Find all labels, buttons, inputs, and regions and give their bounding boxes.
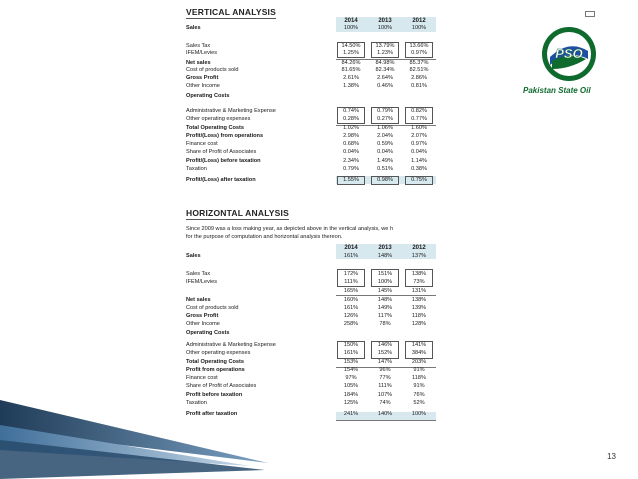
vertical-row: [186, 43, 446, 50]
horizontal-cell: 258%: [343, 321, 359, 327]
horizontal-cell: 96%: [379, 367, 391, 373]
horizontal-cell: 141%: [411, 342, 427, 348]
vertical-cell: 0.28%: [343, 116, 359, 122]
vertical-row: [186, 141, 446, 148]
horizontal-cell: 148%: [377, 297, 393, 303]
vertical-row-label: Administrative & Marketing Expense: [186, 108, 276, 114]
vertical-year-2013: 2013: [378, 18, 392, 24]
horizontal-cell: 161%: [343, 253, 359, 259]
horizontal-cell: 148%: [377, 253, 393, 259]
horizontal-cell: 107%: [377, 392, 393, 398]
vertical-row-label: Sales: [186, 25, 201, 31]
vertical-analysis-title: VERTICAL ANALYSIS: [186, 7, 276, 17]
horizontal-cell: 241%: [343, 411, 359, 417]
vertical-cell: 84.26%: [341, 60, 361, 66]
vertical-cell: 2.98%: [343, 133, 359, 139]
vertical-cell: 0.74%: [343, 108, 359, 114]
vertical-cell: 1.02%: [343, 125, 359, 131]
vertical-row: [186, 75, 446, 82]
horizontal-cell: 126%: [343, 313, 359, 319]
horizontal-row: [186, 297, 446, 304]
vertical-cell: 0.04%: [343, 149, 359, 155]
vertical-cell: 1.60%: [411, 125, 427, 131]
horizontal-row: [186, 253, 446, 260]
vertical-cell: 84.98%: [375, 60, 395, 66]
vertical-row-label: Gross Profit: [186, 75, 219, 81]
horizontal-intro-line-2: for the purpose of computation and horizontal analysis thereon.: [186, 234, 343, 240]
vertical-cell: 100%: [343, 25, 359, 31]
horizontal-cell: 131%: [411, 288, 427, 294]
vertical-row: [186, 50, 446, 57]
horizontal-cell: 161%: [343, 350, 359, 356]
horizontal-row: [186, 313, 446, 320]
vertical-cell: 0.98%: [377, 177, 393, 183]
vertical-row: [186, 116, 446, 123]
horizontal-row: [186, 350, 446, 357]
vertical-cell: 0.27%: [377, 116, 393, 122]
vertical-row-label: Total Operating Costs: [186, 125, 245, 131]
vertical-row: [186, 125, 446, 132]
horizontal-row-label: Other operating expenses: [186, 350, 251, 356]
horizontal-cell: 118%: [412, 375, 426, 381]
horizontal-cell: 139%: [411, 305, 427, 311]
pso-logo: [540, 25, 598, 83]
horizontal-cell: 117%: [378, 313, 392, 319]
horizontal-cell: 140%: [377, 411, 393, 417]
vertical-cell: 100%: [377, 25, 393, 31]
horizontal-cell: 105%: [343, 383, 359, 389]
horizontal-cell: 154%: [343, 367, 359, 373]
horizontal-cell: 153%: [343, 359, 359, 365]
vertical-row: [186, 60, 446, 67]
horizontal-row-label: Share of Profit of Associates: [186, 383, 257, 389]
horizontal-cell: 100%: [411, 411, 427, 417]
horizontal-analysis-title: HORIZONTAL ANALYSIS: [186, 208, 289, 218]
horizontal-cell: 125%: [343, 400, 359, 406]
vertical-cell: 0.77%: [411, 116, 427, 122]
vertical-cell: 82.51%: [409, 67, 429, 73]
horizontal-cell: 138%: [411, 271, 427, 277]
horizontal-cell: 100%: [377, 279, 393, 285]
horizontal-row-label: Sales Tax: [186, 271, 211, 277]
vertical-row: [186, 25, 446, 32]
vertical-row: [186, 149, 446, 156]
vertical-row-label: Profit/(Loss) after taxation: [186, 177, 256, 183]
horizontal-cell: 384%: [411, 350, 427, 356]
vertical-cell: 2.61%: [343, 75, 359, 81]
vertical-cell: 0.75%: [411, 177, 427, 183]
horizontal-row-label: Operating Costs: [186, 330, 230, 336]
horizontal-row: [186, 359, 446, 366]
vertical-cell: 0.82%: [411, 108, 427, 114]
vertical-row: [186, 67, 446, 74]
horizontal-year-2014: 2014: [344, 245, 358, 251]
horizontal-row-label: Administrative & Marketing Expense: [186, 342, 276, 348]
horizontal-cell: 146%: [377, 342, 393, 348]
horizontal-divider: [336, 295, 436, 296]
slide-bullet-icon: [585, 11, 595, 17]
vertical-cell: 2.34%: [343, 158, 359, 164]
vertical-cell: 1.23%: [377, 50, 393, 56]
horizontal-cell: 76%: [413, 392, 425, 398]
vertical-row: [186, 83, 446, 90]
horizontal-row: [186, 288, 446, 295]
horizontal-row: [186, 411, 446, 418]
vertical-row: [186, 177, 446, 184]
vertical-year-2012: 2012: [412, 18, 426, 24]
horizontal-cell: 77%: [379, 375, 391, 381]
horizontal-row-label: Profit from operations: [186, 367, 245, 373]
logo-caption: Pakistan State Oil: [523, 86, 591, 95]
horizontal-divider: [336, 420, 436, 421]
horizontal-row: [186, 367, 446, 374]
vertical-cell: 0.04%: [377, 149, 393, 155]
vertical-row-label: Taxation: [186, 166, 207, 172]
vertical-cell: 0.79%: [377, 108, 393, 114]
horizontal-cell: 118%: [412, 313, 426, 319]
vertical-cell: 2.07%: [411, 133, 427, 139]
vertical-cell: 1.55%: [343, 177, 359, 183]
horizontal-row-label: IFEM/Levies: [186, 279, 218, 285]
horizontal-cell: 145%: [377, 288, 393, 294]
vertical-cell: 2.04%: [377, 133, 393, 139]
vertical-row: [186, 166, 446, 173]
vertical-year-2014: 2014: [344, 18, 358, 24]
vertical-row-label: Sales Tax: [186, 43, 211, 49]
horizontal-row-label: Profit before taxation: [186, 392, 243, 398]
vertical-cell: 0.97%: [411, 50, 427, 56]
vertical-cell: 0.38%: [411, 166, 427, 172]
vertical-cell: 100%: [411, 25, 427, 31]
vertical-cell: 2.86%: [411, 75, 427, 81]
horizontal-cell: 52%: [413, 400, 425, 406]
horizontal-row: [186, 279, 446, 286]
vertical-cell: 0.46%: [377, 83, 393, 89]
horizontal-cell: 91%: [413, 383, 425, 389]
vertical-row-label: Operating Costs: [186, 93, 230, 99]
vertical-cell: 81.65%: [341, 67, 361, 73]
horizontal-cell: 150%: [343, 342, 359, 348]
vertical-row-label: Finance cost: [186, 141, 218, 147]
horizontal-cell: 151%: [377, 271, 393, 277]
vertical-row: [186, 108, 446, 115]
vertical-cell: 1.25%: [343, 50, 359, 56]
horizontal-row: [186, 383, 446, 390]
horizontal-cell: 160%: [343, 297, 359, 303]
vertical-cell: 85.37%: [409, 60, 429, 66]
vertical-row-label: Other Income: [186, 83, 220, 89]
horizontal-cell: 147%: [377, 359, 393, 365]
horizontal-cell: 74%: [379, 400, 391, 406]
horizontal-row: [186, 271, 446, 278]
vertical-cell: 82.34%: [375, 67, 395, 73]
horizontal-cell: 78%: [379, 321, 391, 327]
horizontal-row-label: Net sales: [186, 297, 211, 303]
vertical-row-label: Net sales: [186, 60, 211, 66]
horizontal-cell: 111%: [344, 279, 358, 285]
vertical-cell: 0.04%: [411, 149, 427, 155]
horizontal-cell: 137%: [411, 253, 427, 259]
vertical-cell: 1.38%: [343, 83, 359, 89]
vertical-cell: 0.51%: [377, 166, 393, 172]
vertical-cell: 0.68%: [343, 141, 359, 147]
vertical-cell: 0.79%: [343, 166, 359, 172]
horizontal-year-2012: 2012: [412, 245, 426, 251]
horizontal-cell: 73%: [413, 279, 425, 285]
logo-badge-text: PSO: [555, 46, 583, 61]
vertical-cell: 0.59%: [377, 141, 393, 147]
horizontal-cell: 165%: [343, 288, 359, 294]
horizontal-row-label: Cost of products sold: [186, 305, 239, 311]
horizontal-cell: 184%: [343, 392, 359, 398]
vertical-cell: 1.49%: [377, 158, 393, 164]
horizontal-cell: 161%: [343, 305, 359, 311]
horizontal-row: [186, 375, 446, 382]
page-number: 13: [607, 452, 616, 461]
vertical-row: [186, 158, 446, 165]
horizontal-cell: 203%: [411, 359, 427, 365]
horizontal-row-label: Profit after taxation: [186, 411, 238, 417]
vertical-row: [186, 133, 446, 140]
vertical-row-label: Profit/(Loss) from operations: [186, 133, 264, 139]
vertical-cell: 2.64%: [377, 75, 393, 81]
vertical-cell: 13.66%: [409, 43, 429, 49]
horizontal-cell: 97%: [345, 375, 357, 381]
vertical-cell: 14.50%: [341, 43, 361, 49]
horizontal-row-label: Finance cost: [186, 375, 218, 381]
horizontal-row: [186, 321, 446, 328]
horizontal-intro-line-1: Since 2009 was a loss making year, as depicted above in the vertical analysis, we h: [186, 226, 394, 232]
vertical-row-label: IFEM/Levies: [186, 50, 218, 56]
horizontal-row: [186, 400, 446, 407]
vertical-cell: 0.97%: [411, 141, 427, 147]
horizontal-row: [186, 330, 446, 337]
vertical-row-label: Share of Profit of Associates: [186, 149, 257, 155]
horizontal-row-label: Total Operating Costs: [186, 359, 245, 365]
horizontal-row-label: Sales: [186, 253, 201, 259]
horizontal-cell: 91%: [413, 367, 425, 373]
vertical-cell: 13.79%: [375, 43, 395, 49]
horizontal-cell: 138%: [411, 297, 427, 303]
horizontal-row-label: Other Income: [186, 321, 220, 327]
horizontal-row-label: Gross Profit: [186, 313, 219, 319]
horizontal-cell: 152%: [377, 350, 393, 356]
horizontal-year-2013: 2013: [378, 245, 392, 251]
vertical-row: [186, 93, 446, 100]
vertical-row-label: Profit/(Loss) before taxation: [186, 158, 261, 164]
horizontal-row: [186, 392, 446, 399]
horizontal-cell: 172%: [343, 271, 359, 277]
vertical-cell: 1.06%: [377, 125, 393, 131]
vertical-cell: 1.14%: [411, 158, 427, 164]
vertical-row-label: Other operating expenses: [186, 116, 251, 122]
horizontal-cell: 111%: [378, 383, 392, 389]
horizontal-row: [186, 342, 446, 349]
horizontal-row-label: Taxation: [186, 400, 207, 406]
horizontal-cell: 149%: [377, 305, 393, 311]
horizontal-cell: 128%: [411, 321, 427, 327]
vertical-row-label: Cost of products sold: [186, 67, 239, 73]
horizontal-row: [186, 305, 446, 312]
vertical-cell: 0.81%: [411, 83, 427, 89]
